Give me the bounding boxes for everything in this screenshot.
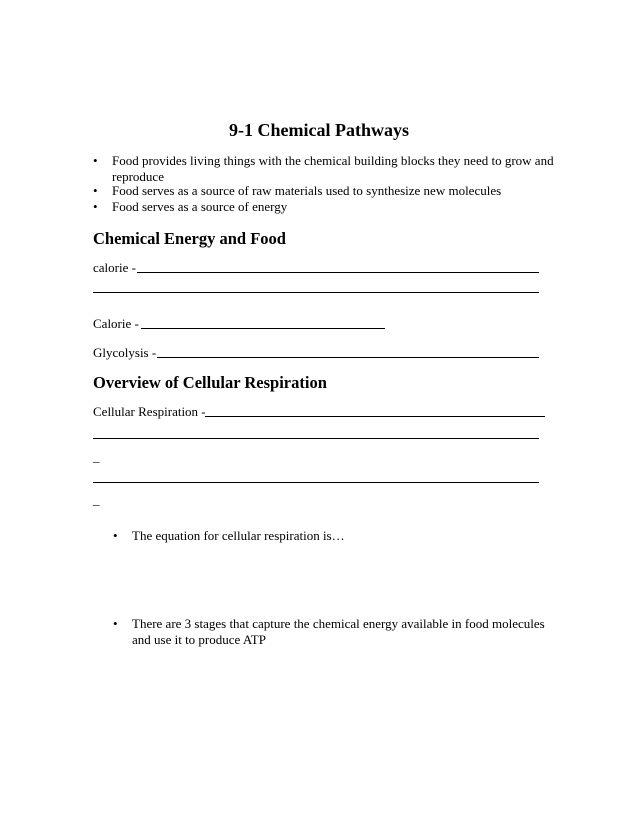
line-continuation-dash: _: [93, 449, 100, 464]
bullet-text: Food serves as a source of raw materials used to synthesize new molecules: [112, 183, 502, 198]
bullet-icon: •: [113, 616, 118, 631]
line-continuation-dash: _: [93, 492, 100, 507]
cellular-respiration-answer-line-3[interactable]: [93, 482, 539, 483]
list-item: [93, 199, 553, 215]
section-heading-cellular-respiration: Overview of Cellular Respiration: [93, 373, 327, 392]
cellular-respiration-label: Cellular Respiration -: [93, 404, 206, 419]
glycolysis-answer-line[interactable]: [157, 357, 539, 358]
section-heading-chemical-energy: Chemical Energy and Food: [93, 229, 286, 248]
bullet-text-continued: reproduce: [112, 169, 164, 184]
list-item: [113, 616, 553, 648]
cellular-respiration-answer-line-2[interactable]: [93, 438, 539, 439]
Calorie-label: Calorie -: [93, 316, 139, 331]
bullet-text: There are 3 stages that capture the chemical energy available in food molecules: [132, 616, 545, 631]
bullet-text: Food serves as a source of energy: [112, 199, 288, 214]
glycolysis-label: Glycolysis -: [93, 345, 157, 360]
list-item: [93, 183, 553, 199]
bullet-text-continued: and use it to produce ATP: [132, 632, 266, 647]
cellular-respiration-answer-line[interactable]: [205, 416, 545, 417]
page-title: 9-1 Chemical Pathways: [229, 120, 409, 140]
bullet-icon: •: [93, 199, 98, 214]
calorie-answer-line-2[interactable]: [93, 292, 539, 293]
Calorie-answer-line[interactable]: [141, 328, 385, 329]
bullet-icon: •: [113, 528, 118, 543]
bullet-icon: •: [93, 153, 98, 168]
calorie-answer-line[interactable]: [137, 272, 539, 273]
calorie-label: calorie -: [93, 260, 136, 275]
bullet-text: Food provides living things with the chemical building blocks they need to grow and: [112, 153, 554, 168]
list-item: [113, 528, 553, 544]
list-item: [93, 153, 553, 185]
bullet-icon: •: [93, 183, 98, 198]
bullet-text: The equation for cellular respiration is…: [132, 528, 345, 543]
